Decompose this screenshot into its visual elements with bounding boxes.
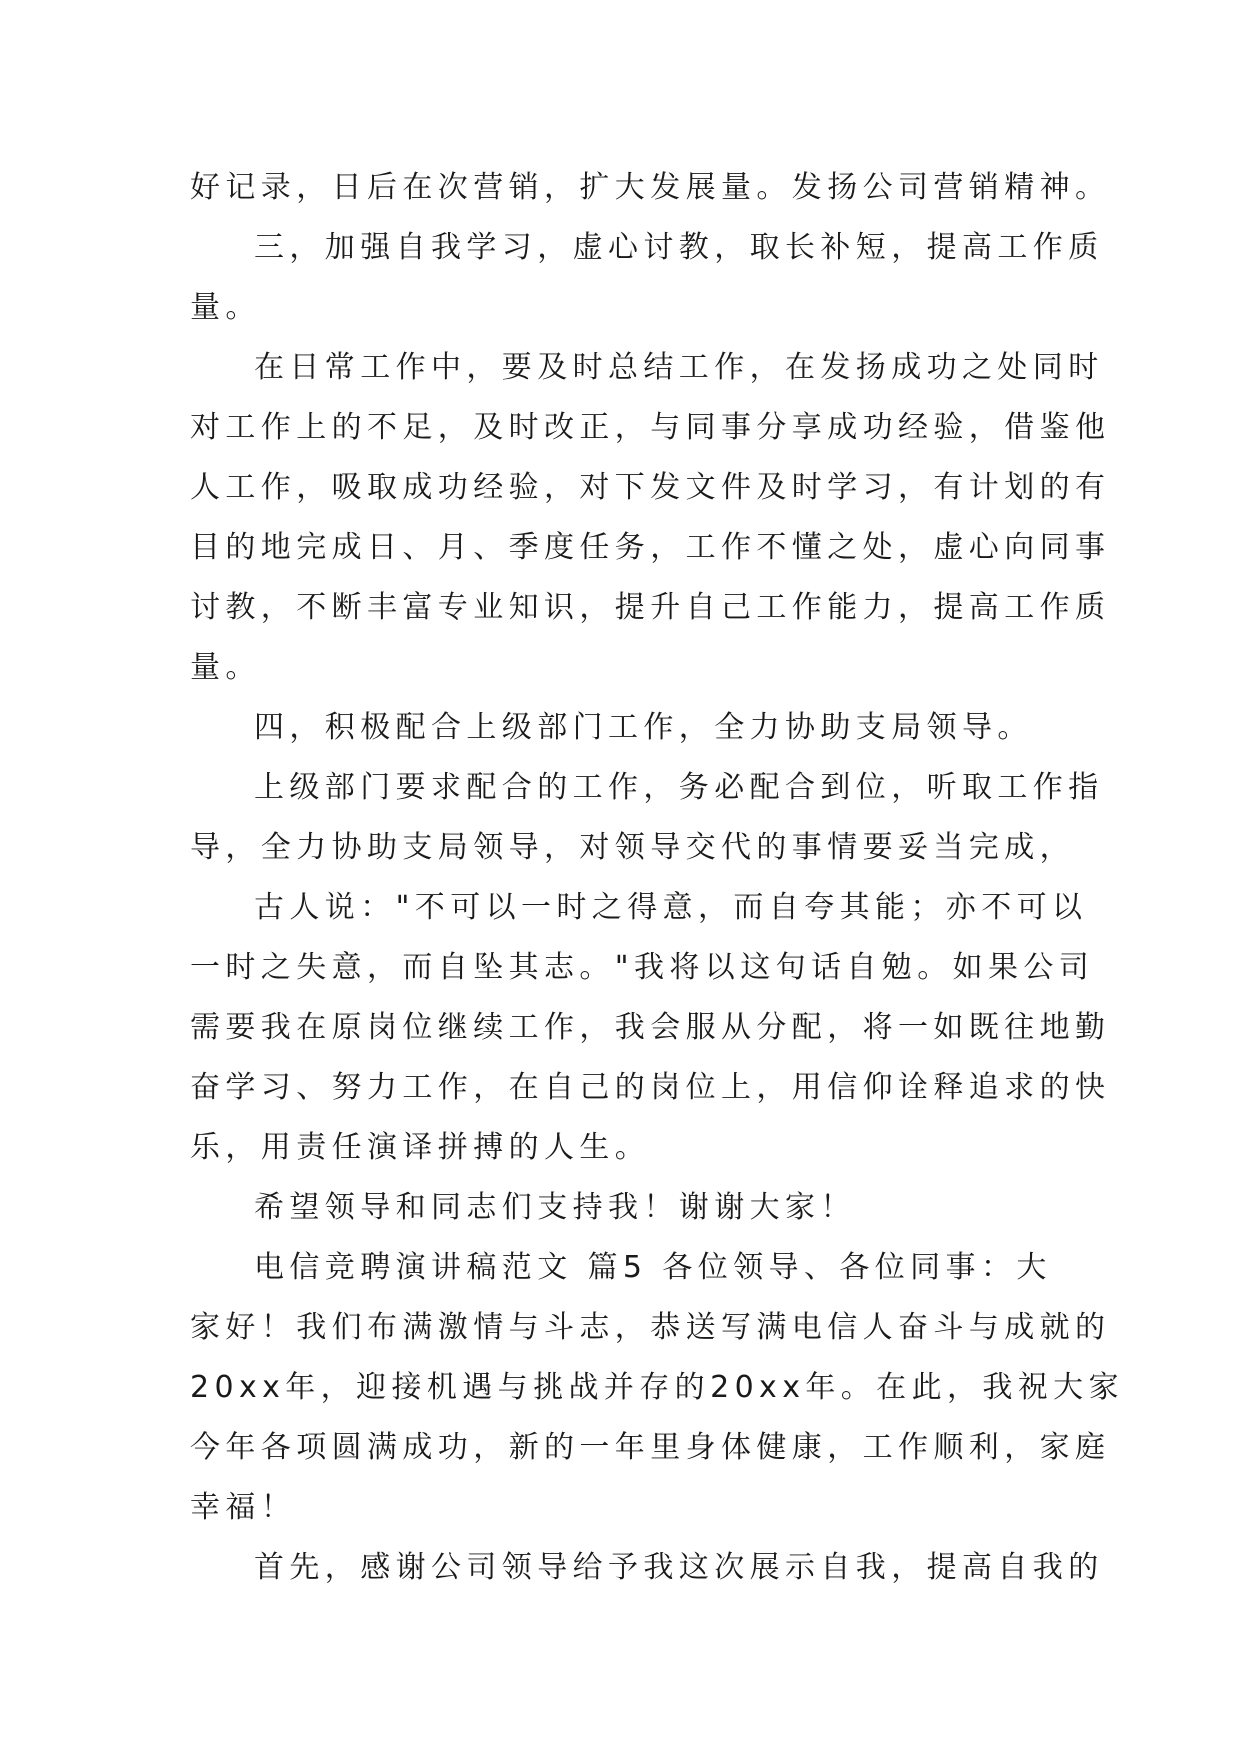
text-line: 乐，用责任演译拼搏的人生。 xyxy=(190,1130,651,1165)
text-line: 导，全力协助支局领导，对领导交代的事情要妥当完成， xyxy=(190,830,1075,865)
text-line: 人工作，吸取成功经验，对下发文件及时学习，有计划的有 xyxy=(190,470,1111,505)
text-line: 好记录，日后在次营销，扩大发展量。发扬公司营销精神。 xyxy=(190,170,1111,205)
text-line: 讨教，不断丰富专业知识，提升自己工作能力，提高工作质 xyxy=(190,590,1111,625)
text-line: 奋学习、努力工作，在自己的岗位上，用信仰诠释追求的快 xyxy=(190,1070,1111,1105)
text-line: 今年各项圆满成功，新的一年里身体健康，工作顺利，家庭 xyxy=(190,1430,1111,1465)
text-line: 目的地完成日、月、季度任务，工作不懂之处，虚心向同事 xyxy=(190,530,1111,565)
text-line: 在日常工作中，要及时总结工作，在发扬成功之处同时 xyxy=(254,350,1104,385)
text-line: 古人说："不可以一时之得意，而自夸其能；亦不可以 xyxy=(254,890,1088,925)
text-line: 20xx年，迎接机遇与挑战并存的20xx年。在此，我祝大家 xyxy=(190,1370,1124,1405)
text-line: 需要我在原岗位继续工作，我会服从分配，将一如既往地勤 xyxy=(190,1010,1111,1045)
text-line: 三，加强自我学习，虚心讨教，取长补短，提高工作质 xyxy=(254,230,1104,265)
document-body xyxy=(190,158,1124,1598)
text-line: 幸福！ xyxy=(190,1490,297,1525)
text-line: 量。 xyxy=(190,290,261,325)
text-line: 一时之失意，而自坠其志。"我将以这句话自勉。如果公司 xyxy=(190,950,1095,985)
text-line: 上级部门要求配合的工作，务必配合到位，听取工作指 xyxy=(254,770,1104,805)
text-line: 四，积极配合上级部门工作，全力协助支局领导。 xyxy=(254,710,1033,745)
text-line: 量。 xyxy=(190,650,261,685)
text-line: 首先，感谢公司领导给予我这次展示自我，提高自我的 xyxy=(254,1550,1104,1585)
text-line: 电信竞聘演讲稿范文 篇5 各位领导、各位同事：大 xyxy=(254,1250,1052,1285)
text-line: 对工作上的不足，及时改正，与同事分享成功经验，借鉴他 xyxy=(190,410,1111,445)
text-line: 希望领导和同志们支持我！谢谢大家！ xyxy=(254,1190,856,1225)
text-line: 家好！我们布满激情与斗志，恭送写满电信人奋斗与成就的 xyxy=(190,1310,1111,1345)
